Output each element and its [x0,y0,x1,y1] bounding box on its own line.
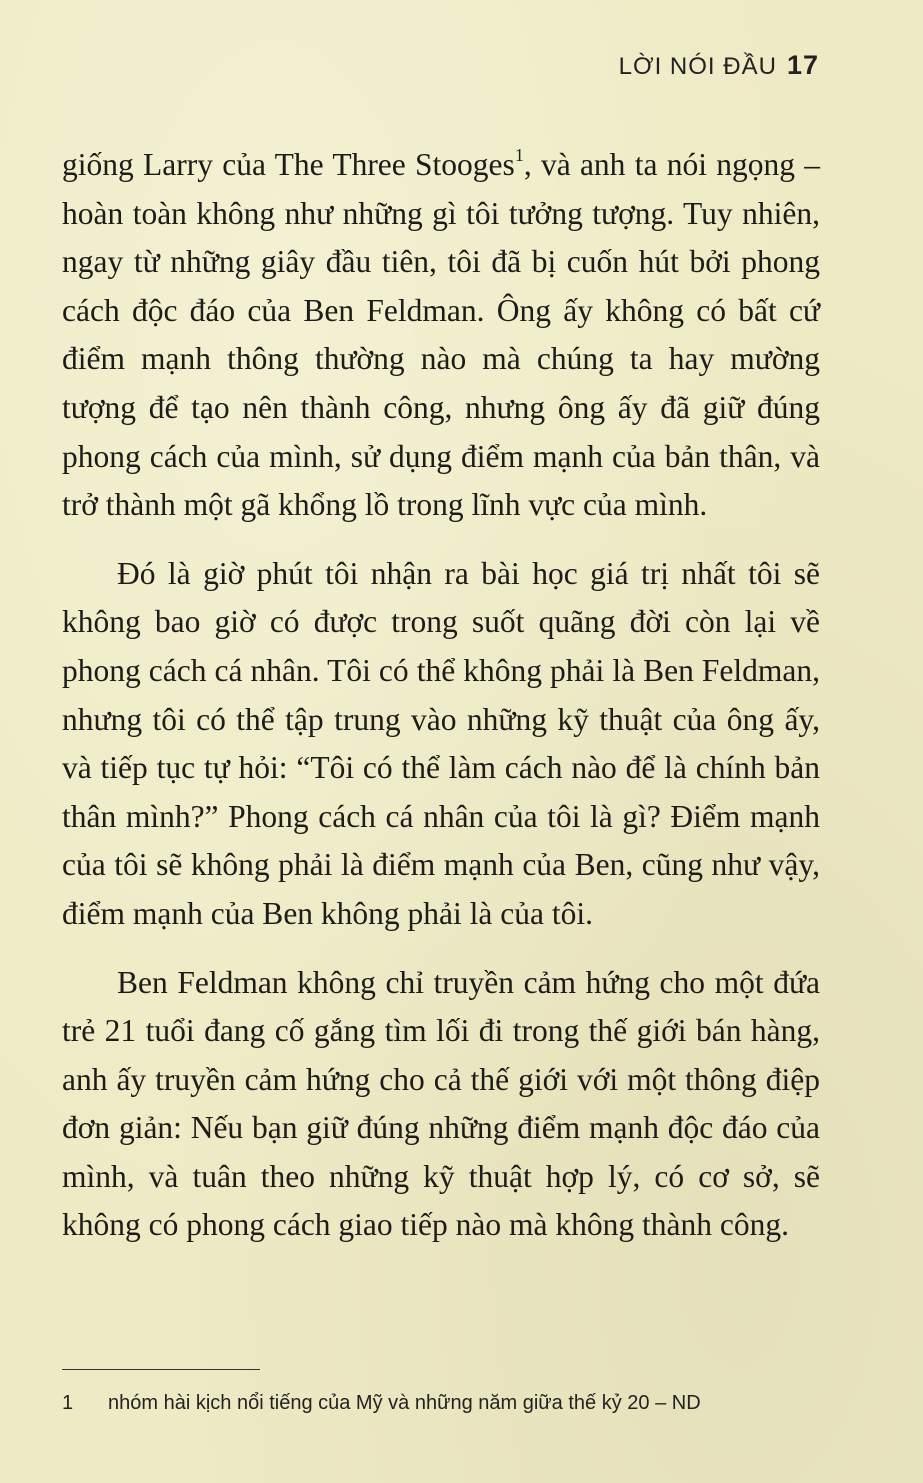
running-header [619,50,819,81]
paragraph-1 [62,141,820,530]
paragraph-1-rest: , và anh ta nói ngọng – hoàn toàn không như những gì tôi tưởng tượng. Tuy nhiên, ngay từ những giây đầu tiên, tôi đã bị cuốn hút bởi phong cách độc đáo của Ben Feldman. Ông ấy không có bất cứ điểm mạnh thông thường nào mà chúng ta hay mường tượng để tạo nên thành công, nhưng ông ấy đã giữ đúng phong cách của mình, sử dụng điểm mạnh của bản thân, và trở thành một gã khổng lồ trong lĩnh vực của mình. [62,147,820,523]
chapter-title: LỜI NÓI ĐẦU [618,53,777,80]
paragraph-2: Đó là giờ phút tôi nhận ra bài học giá trị nhất tôi sẽ không bao giờ có được trong suốt quãng đời còn lại về phong cách cá nhân. Tôi có thể không phải là Ben Feldman, nhưng tôi có thể tập trung vào những kỹ thuật của ông ấy, và tiếp tục tự hỏi: “Tôi có thể làm cách nào để là chính bản thân mình?” Phong cách cá nhân của tôi là gì? Điểm mạnh của tôi sẽ không phải là điểm mạnh của Ben, cũng như vậy, điểm mạnh của Ben không phải là của tôi. [62,555,820,931]
paragraph-3: Ben Feldman không chỉ truyền cảm hứng cho một đứa trẻ 21 tuổi đang cố gắng tìm lối đi trong thế giới bán hàng, anh ấy truyền cảm hứng cho cả thế giới với một thông điệp đơn giản: Nếu bạn giữ đúng những điểm mạnh độc đáo của mình, và tuân theo những kỹ thuật hợp lý, có cơ sở, sẽ không có phong cách giao tiếp nào mà không thành công. [62,964,820,1243]
footnote-number: 1 [62,1392,74,1414]
footnote [62,1392,822,1415]
footnote-divider [62,1369,260,1370]
body-text [62,141,820,1270]
paragraph-1-lead: giống Larry của The Three Stooges [62,147,515,182]
page-number: 17 [786,50,819,80]
footnote-marker: 1 [514,145,524,165]
footnote-text: nhóm hài kịch nổi tiếng của Mỹ và những năm giữa thế kỷ 20 – ND [108,1392,701,1414]
